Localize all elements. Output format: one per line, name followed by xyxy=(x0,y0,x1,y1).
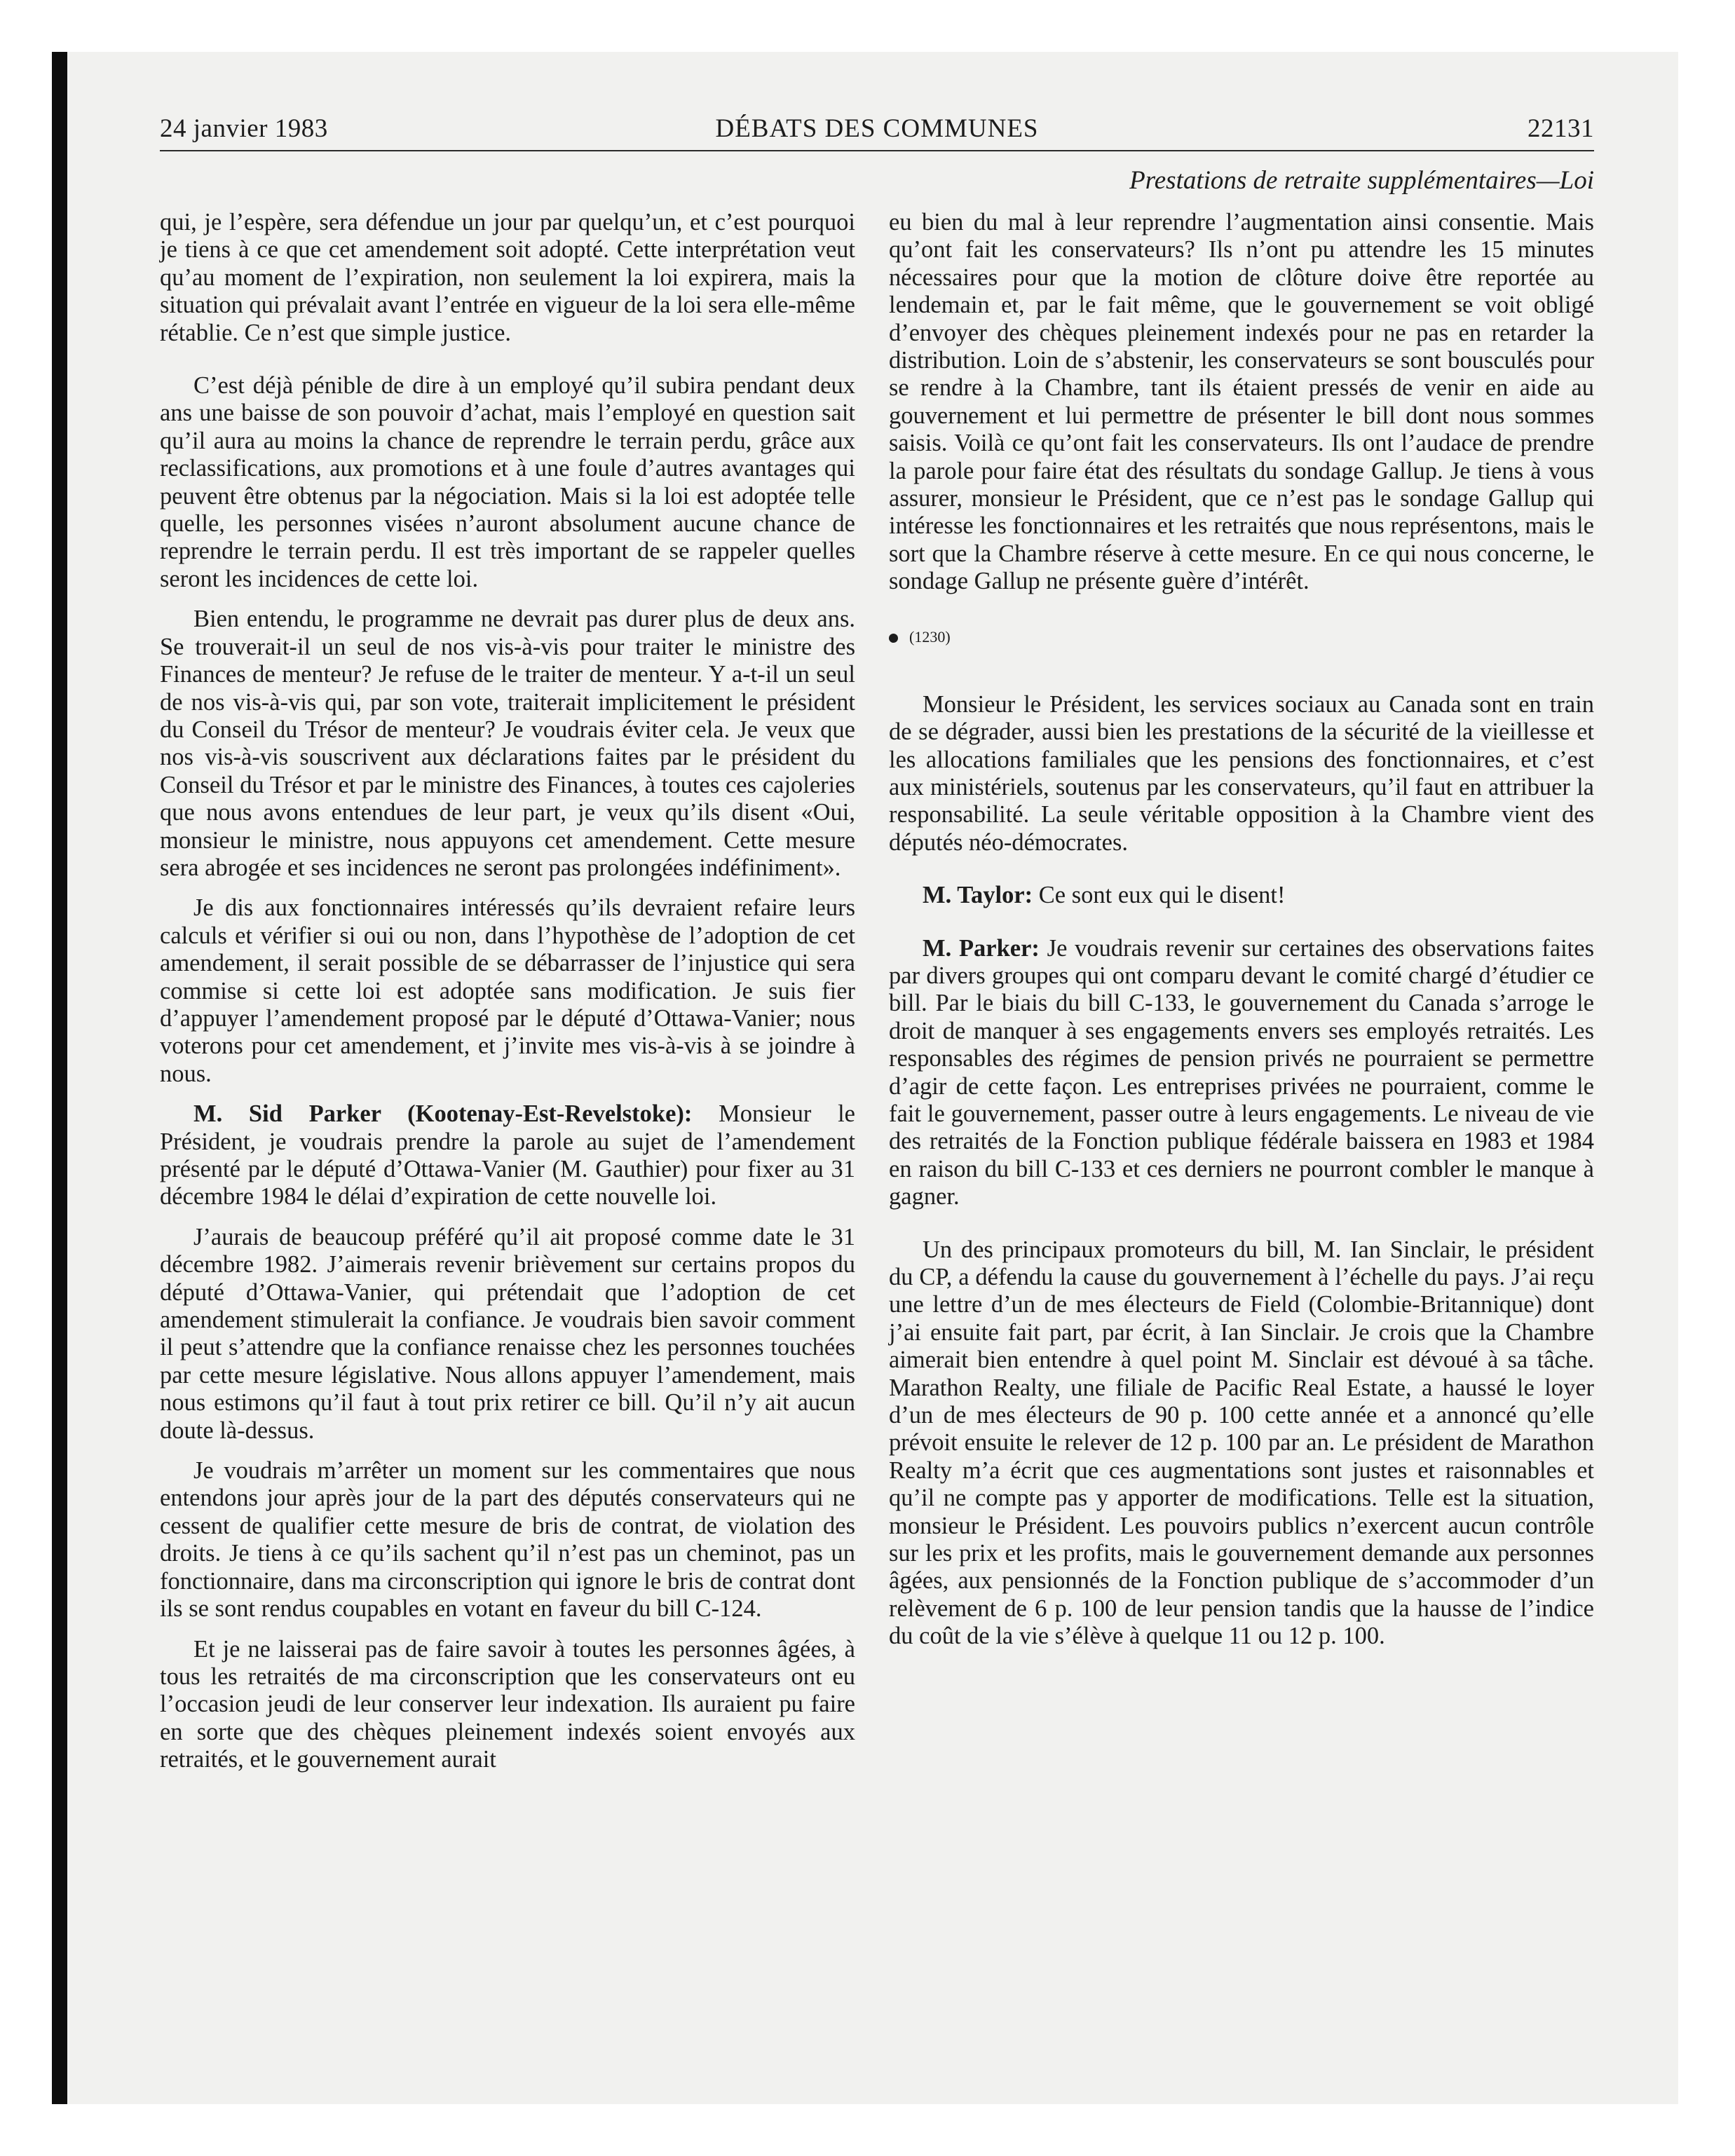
header-publication: DÉBATS DES COMMUNES xyxy=(715,114,1039,143)
speaker-name: M. Taylor: xyxy=(923,882,1033,909)
speech-text: Je voudrais revenir sur certaines des observations faites par divers groupes qui ont comparu devant le comité chargé d’étudier ce bill. Par le biais du bill C-133, le gouvernement du Canada s’arroge le droit de manquer à ses engagements envers ses employés retraités. Les responsables des régimes de pension privés ne pourraient se permettre d’agir de cette façon. Les entreprises privées ne pourraient, comme le fait le gouvernement, passer outre à leurs engagements. Le niveau de vie des retraités de la Fonction publique fédérale baissera en 1983 et 1984 en raison du bill C-133 et ces derniers ne pourront combler le manque à gagner. xyxy=(889,934,1594,1210)
timestamp-marker xyxy=(889,627,1594,648)
paragraph: Monsieur le Président, les services sociaux au Canada sont en train de se dégrader, aussi bien les prestations de la sécurité de la vieillesse et les allocations familiales que les pensions des fonctionnaires, et c’est aux ministériels, soutenus par les conservateurs, qu’il faut en attribuer la responsabilité. La seule véritable opposition à la Chambre vient des députés néo-démocrates. xyxy=(889,690,1594,856)
speech-paragraph xyxy=(160,1100,855,1211)
running-header xyxy=(160,111,1594,151)
bullet-dot xyxy=(889,634,898,643)
paragraph: Je dis aux fonctionnaires intéressés qu’ils devraient refaire leurs calculs et vérifier si oui ou non, dans l’hypothèse de l’adoption de cet amendement, il serait possible de se débarrasser de l’injustice qui sera commise si cette loi est adoptée sans modification. Je suis fier d’appuyer l’amendement proposé par le député d’Ottawa-Vanier; nous voterons pour cet amendement, et j’invite mes vis-à-vis à se joindre à nous. xyxy=(160,894,855,1087)
speaker-name: M. Parker: xyxy=(923,934,1040,962)
right-column xyxy=(889,209,1594,1651)
paragraph: eu bien du mal à leur reprendre l’augmentation ainsi consentie. Mais qu’ont fait les conservateurs? Ils n’ont pu attendre les 15 minutes nécessaires pour que la motion de clôture doive être reportée au lendemain et, par le fait même, que le gouvernement se voit obligé d’envoyer des chèques pleinement indexés pour ne pas en retarder la distribution. Loin de s’abstenir, les conservateurs se sont bousculés pour se rendre à la Chambre, tant ils étaient pressés de venir en aide au gouvernement et lui permettre de présenter le bill dont nous sommes saisis. Voilà ce qu’ont fait les conservateurs. Ils ont l’audace de prendre la parole pour faire état des résultats du sondage Gallup. Je tiens à vous assurer, monsieur le Président, que ce n’est pas le sondage Gallup qui intéresse les fonctionnaires et les retraités que nous représentons, mais le sort que la Chambre réserve à cette mesure. En ce qui nous concerne, le sondage Gallup ne présente guère d’intérêt. xyxy=(889,209,1594,595)
paragraph: Je voudrais m’arrêter un moment sur les commentaires que nous entendons jour après jour de la part des députés conservateurs qui ne cessent de qualifier cette mesure de bris de contrat, de violation des droits. Je tiens à ce qu’ils sachent qu’il n’est pas un cheminot, pas un fonctionnaire, dans ma circonscription qui ignore le bris de contrat dont ils se sont rendus coupables en votant en faveur du bill C-124. xyxy=(160,1457,855,1623)
section-title: Prestations de retraite supplémentaires—Loi xyxy=(1129,166,1594,195)
header-page-number: 22131 xyxy=(1528,114,1594,143)
speech-text: Monsieur le Président, je voudrais prendre la parole au sujet de l’amendement présenté par le député d’Ottawa-Vanier (M. Gauthier) pour fixer au 31 décembre 1984 le délai d’expiration de cette nouvelle loi. xyxy=(160,1100,855,1210)
speech-paragraph xyxy=(889,882,1594,909)
paragraph: J’aurais de beaucoup préféré qu’il ait proposé comme date le 31 décembre 1982. J’aimerais revenir brièvement sur certains propos du député d’Ottawa-Vanier, qui prétendait que l’adoption de cet amendement stimulerait la confiance. Je voudrais bien savoir comment il peut s’attendre que la confiance renaisse chez les personnes touchées par cette mesure législative. Nous allons appuyer l’amendement, mais nous estimons qu’il faut à tout prix retirer ce bill. Qu’il n’y ait aucun doute là-dessus. xyxy=(160,1223,855,1444)
paragraph: Un des principaux promoteurs du bill, M. Ian Sinclair, le président du CP, a défendu la cause du gouvernement à l’échelle du pays. J’ai reçu une lettre d’un de mes électeurs de Field (Colombie-Britannique) dont j’ai ensuite fait part, par écrit, à Ian Sinclair. Je crois que la Chambre aimerait bien entendre à quel point M. Sinclair est dévoué à sa tâche. Marathon Realty, une filiale de Pacific Real Estate, a haussé le loyer d’un de mes électeurs de 90 p. 100 cette année et a annoncé qu’elle prévoit ensuite le relever de 12 p. 100 par an. Le président de Marathon Realty m’a écrit que ces augmentations sont justes et raisonnables et qu’il ne compte pas y apporter de modifications. Telle est la situation, monsieur le Président. Les pouvoirs publics n’exercent aucun contrôle sur les prix et les profits, mais le gouvernement demande aux personnes âgées, aux pensionnés de la Fonction publique de s’accommoder d’un relèvement de 6 p. 100 de leur pension tandis que la hausse de l’indice du coût de la vie s’élève à quelque 11 ou 12 p. 100. xyxy=(889,1236,1594,1650)
speaker-name: M. Sid Parker (Kootenay-Est-Revelstoke): xyxy=(193,1100,693,1128)
paragraph: Bien entendu, le programme ne devrait pas durer plus de deux ans. Se trouverait-il un seul de nos vis-à-vis pour traiter le ministre des Finances de menteur? Je refuse de le traiter de menteur. Y a-t-il un seul de nos vis-à-vis qui, par son vote, traiterait implicitement le président du Conseil du Trésor de menteur? Je voudrais éviter cela. Je veux que nos vis-à-vis souscrivent aux déclarations faites par le président du Conseil du Trésor et par le ministre des Finances, à toutes ces cajoleries que nous avons entendues de leur part, je veux qu’ils disent «Oui, monsieur le ministre, nous appuyons cet amendement. Cette mesure sera abrogée et ses incidences ne seront pas prolongées indéfiniment». xyxy=(160,606,855,881)
scan-binding-edge xyxy=(52,52,67,2104)
header-date: 24 janvier 1983 xyxy=(160,114,328,143)
left-column xyxy=(160,209,855,1774)
paragraph: Et je ne laisserai pas de faire savoir à toutes les personnes âgées, à tous les retraités de ma circonscription que les conservateurs ont eu l’occasion jeudi de leur conserver leur indexation. Ils auraient pu faire en sorte que des chèques pleinement indexés soient envoyés aux retraités, et le gouvernement aurait xyxy=(160,1635,855,1773)
timestamp-text: (1230) xyxy=(909,627,951,646)
paragraph: C’est déjà pénible de dire à un employé qu’il subira pendant deux ans une baisse de son pouvoir d’achat, mais l’employé en question sait qu’il aura au moins la chance de reprendre le terrain perdu, grâce aux reclassifications, aux promotions et à une foule d’autres avantages qui peuvent être obtenus par la négociation. Mais si la loi est adoptée telle quelle, les personnes visées n’auront absolument aucune chance de reprendre le terrain perdu. Il est très important de se rappeler quelles seront les incidences de cette loi. xyxy=(160,372,855,592)
paragraph: qui, je l’espère, sera défendue un jour par quelqu’un, et c’est pourquoi je tiens à ce que cet amendement soit adopté. Cette interprétation veut qu’au moment de l’expiration, non seulement la loi expirera, mais la situation qui prévalait avant l’entrée en vigueur de la loi sera elle-même rétablie. Ce n’est que simple justice. xyxy=(160,209,855,346)
speech-paragraph xyxy=(889,935,1594,1211)
speech-text: Ce sont eux qui le disent! xyxy=(1033,882,1286,909)
